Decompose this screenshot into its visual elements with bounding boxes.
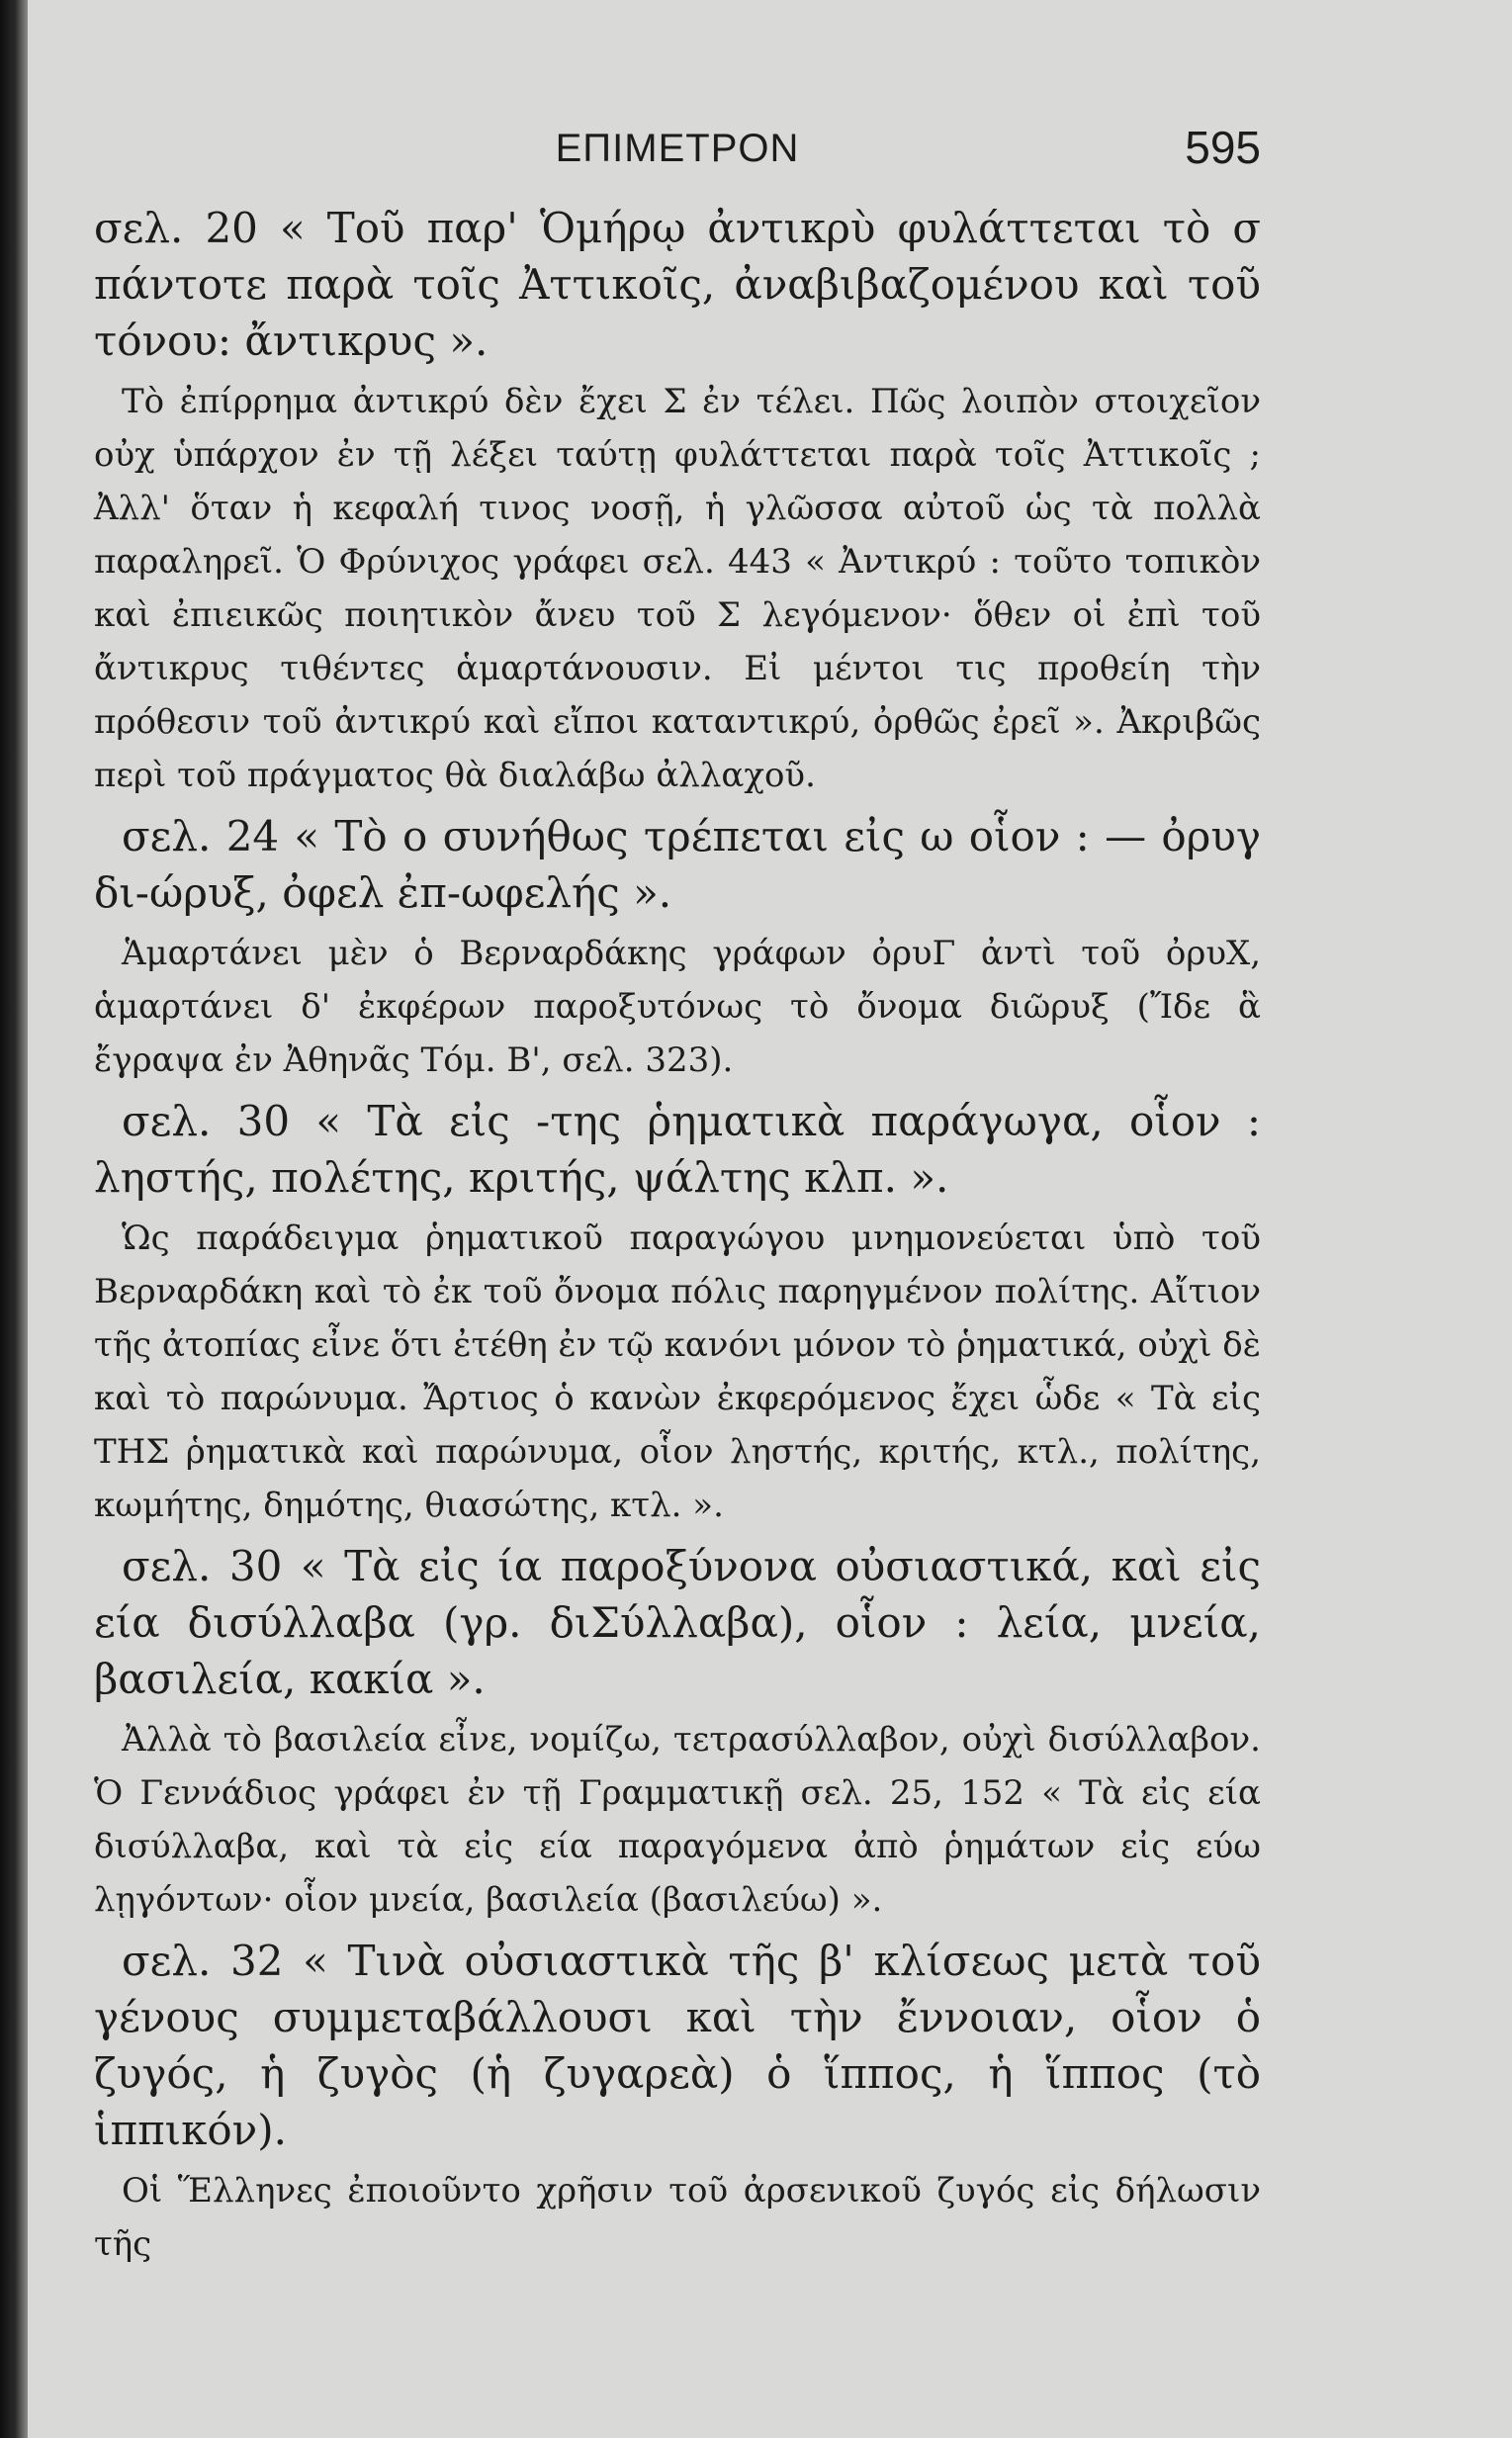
commentary-p20: Τὸ ἐπίρρημα ἀντικρύ δὲν ἔχει Σ ἐν τέλει. Πῶς λοιπὸν στοιχεῖον οὐχ ὑπάρχον ἐν τῇ λέξει ταύτῃ φυλάττεται παρὰ τοῖς Ἀττικοῖς ; Ἀλλ' ὅταν ἡ κεφαλή τινος νοσῇ, ἡ γλῶσσα αὐτοῦ ὡς τὰ πολλὰ παραληρεῖ. Ὁ Φρύνιχος γράφει σελ. 443 « Ἀντικρύ : τοῦτο τοπικὸν καὶ ἐπιεικῶς ποιητικὸν ἄνευ τοῦ Σ λεγόμενον· ὅθεν οἱ ἐπὶ τοῦ ἄντικρυς τιθέντες ἁμαρτάνουσιν. Εἰ μέντοι τις προθείη τὴν πρόθεσιν τοῦ ἀντικρύ καὶ εἴποι καταντικρύ, ὀρθῶς ἐρεῖ ». Ἀκριβῶς περὶ τοῦ πράγματος θὰ διαλάβω ἀλλαχοῦ. bbox=[94, 382, 1261, 795]
entry-p30-tis: σελ. 30 « Τὰ εἰς -της ῥηματικὰ παράγωγα, οἷον : ληστής, πολέτης, κριτής, ψάλτης κλπ. ». bbox=[94, 1097, 1261, 1202]
running-header bbox=[94, 119, 1261, 178]
running-title: ΕΠΙΜΕΤΡΟΝ bbox=[555, 127, 800, 170]
page-number: 595 bbox=[1185, 122, 1261, 173]
book-page bbox=[94, 119, 1261, 2271]
book-spine-shadow bbox=[0, 0, 28, 2438]
entry-p24: σελ. 24 « Τὸ ο συνήθως τρέπεται εἰς ω οἷον : — ὀρυγ δι-ώρυξ, ὀφελ ἐπ-ωφελής ». bbox=[94, 812, 1261, 917]
entry-p32: σελ. 32 « Τινὰ οὐσιαστικὰ τῆς β' κλίσεως μετὰ τοῦ γένους συμμεταβάλλουσι καὶ τὴν ἔννοιαν, οἷον ὁ ζυγός, ἡ ζυγὸς (ἡ ζυγαρεὰ) ὁ ἵππος, ἡ ἵππος (τὸ ἱππικόν). bbox=[94, 1937, 1261, 2154]
commentary-p30-ia: Ἀλλὰ τὸ βασιλεία εἶνε, νομίζω, τετρασύλλαβον, οὐχὶ δισύλλαβον. Ὁ Γεννάδιος γράφει ἐν τῇ Γραμματικῇ σελ. 25, 152 « Τὰ εἰς εία δισύλλαβα, καὶ τὰ εἰς εία παραγόμενα ἀπὸ ῥημάτων εἰς εύω λῃγόντων· οἷον μνεία, βασιλεία (βασιλεύω) ». bbox=[94, 1720, 1261, 1920]
commentary-p32: Οἱ Ἕλληνες ἐποιοῦντο χρῆσιν τοῦ ἀρσενικοῦ ζυγός εἰς δήλωσιν τῆς bbox=[94, 2171, 1261, 2264]
commentary-p24: Ἁμαρτάνει μὲν ὁ Βερναρδάκης γράφων ὀρυΓ ἀντὶ τοῦ ὀρυΧ, ἁμαρτάνει δ' ἐκφέρων παροξυτόνως τὸ ὄνομα διῶρυξ (Ἴδε ἃ ἔγραψα ἐν Ἀθηνᾶς Τόμ. Β', σελ. 323). bbox=[94, 934, 1261, 1080]
entry-p20: σελ. 20 « Τοῦ παρ' Ὁμήρῳ ἀντικρὺ φυλάττεται τὸ σ πάντοτε παρὰ τοῖς Ἀττικοῖς, ἀναβιβαζομένου καὶ τοῦ τόνου: ἄντικρυς ». bbox=[94, 204, 1261, 365]
entry-p30-ia: σελ. 30 « Τὰ εἰς ία παροξύνονα οὐσιαστικά, καὶ εἰς εία δισύλλαβα (γρ. διΣύλλαβα), οἷον : λεία, μνεία, βασιλεία, κακία ». bbox=[94, 1542, 1261, 1703]
commentary-p30-tis: Ὡς παράδειγμα ῥηματικοῦ παραγώγου μνημονεύεται ὑπὸ τοῦ Βερναρδάκη καὶ τὸ ἐκ τοῦ ὄνομα πόλις παρηγμένον πολίτης. Αἴτιον τῆς ἀτοπίας εἶνε ὅτι ἐτέθη ἐν τῷ κανόνι μόνον τὸ ῥηματικά, οὐχὶ δὲ καὶ τὸ παρώνυμα. Ἄρτιος ὁ κανὼν ἐκφερόμενος ἔχει ὧδε « Τὰ εἰς ΤΗΣ ῥηματικὰ καὶ παρώνυμα, οἷον ληστής, κριτής, κτλ., πολίτης, κωμήτης, δημότης, θιασώτης, κτλ. ». bbox=[94, 1219, 1261, 1525]
